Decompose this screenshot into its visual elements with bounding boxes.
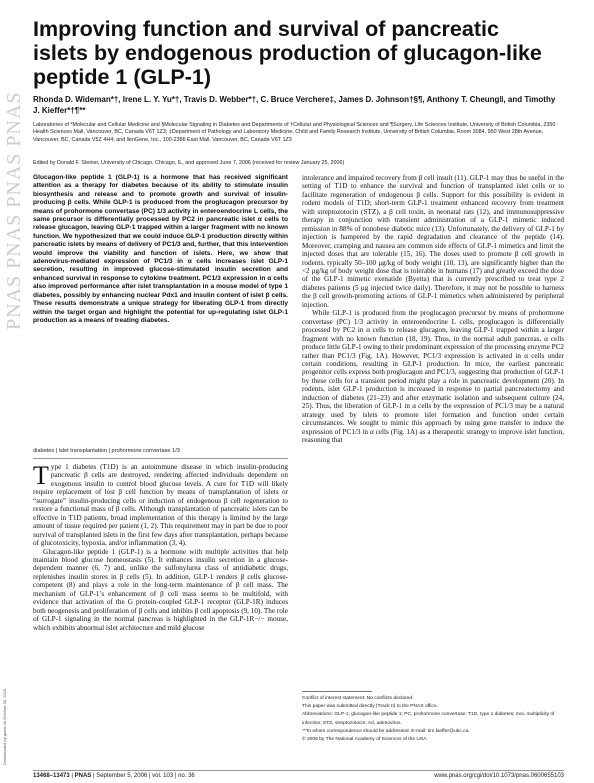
issue-number: no. 36 [178, 773, 195, 779]
footnote: Conflict of interest statement: No conflicts declared. [302, 696, 414, 701]
drop-cap: T [33, 461, 49, 490]
footnote: Abbreviations: GLP-1, glucagon-like peptide 1; PC, prohormone convertase; T1D, type 1 diabetes; moi, multiplicity of infection; STZ, streptozotocin; Ad, adenovirus. [302, 712, 555, 726]
footer-divider [33, 770, 564, 771]
footnote: © 2006 by The National Academy of Sciences of the USA [302, 737, 427, 743]
affiliations: Laboratories of *Molecular and Cellular Medicine and §Molecular Signaling in Diabetes and Departments of †Cellular and Physiological Sciences and ¶Surgery, Life Sciences Institute, University of British Columbia, 2350 Health Sciences Mall, Vancouver, BC, Canada V6T 1Z3; ‡Department of Pathology and Laboratory Medicine, Child and Family Research Institute, University of British Columbia, Room 3084, 950 West 28th Avenue, Vancouver, BC, Canada V5Z 4H4; and ‖enGene, Inc., 100-2386 East Mall, Vancouver, BC, Canada V6T 1Z3 [33, 122, 556, 143]
volume: vol. 103 [152, 773, 174, 779]
keywords-divider [33, 458, 288, 459]
doi-link[interactable]: www.pnas.org/cgi/doi/10.1073/pnas.0600655103 [434, 773, 564, 779]
footnote: **To whom correspondence should be addressed. E-mail: tim.kieffer@ubc.ca. [302, 728, 470, 734]
intro-paragraph-1-text: ype 1 diabetes (T1D) is an autoimmune disease in which insulin-producing pancreatic β cells are destroyed, rendering affected individuals dependent on exogenous insulin to control blood glucose levels. A cure for T1D will likely require replacement of lost β cell function by means of transplantation of islets or “surrogate” insulin-producing cells or induction of endogenous β cell regeneration to restore a functional mass of β cells. Although transplantation of pancreatic islets can be effective in T1D patients, broad implementation of this therapy is limited by the large amount of tissue required per patient (1, 2). This requirement may in part be due to poor survival of transplanted islets in the first few days after transplantation, perhaps because of glucotoxicity, hypoxia, and/or inflammation (3, 4). [33, 463, 288, 548]
author-list: Rhonda D. Wideman*†, Irene L. Y. Yu*†, Travis D. Webber*†, C. Bruce Verchere‡, James D. Johnson†§¶, Anthony T. Cheung‖, and Timothy J. Kieffer*†¶** [33, 95, 556, 115]
intro-paragraph-3: intolerance and impaired recovery from β cell insult (11). GLP-1 may thus be useful in the setting of T1D to enhance the survival and function of transplanted islet cells or to facilitate regeneration of endogenous β cells. Support for this possibility is evident in rodent models of T1D; short-term GLP-1 treatment enhanced recovery from treatment with streptozotocin (STZ), a β cell toxin, in neonatal rats (12), and immunosuppressive therapy in conjunction with transient administration of a GLP-1 mimetic induced remission in 88% of nonobese diabetic mice (13). Unfortunately, the delivery of GLP-1 by injection is hampered by the rapid degradation and clearance of the peptide (14). Moreover, cramping and nausea are common side effects of GLP-1 mimetics and limit the injected doses that are tolerable (15, 16). The doses used to promote β cell growth in rodents, typically 50–100 μg/kg of body weight (10, 13), are significantly higher than the <2 μg/kg of body weight dose that is tolerable in humans (17) and greatly exceed the dose of the GLP-1 mimetic exenatide (Byetta) that is currently prescribed to treat type 2 diabetes patients (5 μg injected twice daily). Therefore, it may not be possible to harness the β cell growth-promoting actions of GLP-1 mimetics when administered by peripheral injection. [302, 174, 564, 309]
journal-sidebar [0, 0, 26, 783]
intro-paragraph-4: While GLP-1 is produced from the proglucagon precursor by means of prohormone convertase (PC) 1/3 activity in enteroendocrine L cells, proglucagon is differentially processed by PC2 in α cells to release glucagon, leaving GLP-1 trapped within a larger fragment with no known function (18, 19). Thus, in the normal adult pancreas, α cells produce little GLP-1 owing to their predominant expression of the processing enzyme PC2 rather than PC1/3 (Fig. 1A). However, PC1/3 expression is activated in α cells under certain conditions, resulting in GLP-1 production. In mice, the earliest pancreatic progenitor cells express both proglucagon and PC1/3, suggesting that production of GLP-1 by these cells for a transient period might play a role in pancreatic development (20). In rodents, islet GLP-1 production is increased in response to partial pancreatectomy and induction of diabetes (21–23) and after enzymatic isolation and subsequent culture (24, 25). Thus, the liberation of GLP-1 in α cells by the expression of PC1/3 may be a natural strategy used by islets to promote islet formation and function under certain circumstances. We sought to mimic this approach by using gene transfer to induce the expression of PC1/3 in α cells (Fig. 1A) as a therapeutic strategy to improve islet function, reasoning that [302, 309, 564, 445]
footnote: This paper was submitted directly (Track II) to the PNAS office. [302, 704, 438, 710]
keywords: diabetes | islet transplantation | prohormone convertase 1/3 [33, 448, 180, 454]
intro-paragraph-2: Glucagon-like peptide 1 (GLP-1) is a hormone with multiple activities that help maintain blood glucose homeostasis (5). It enhances insulin secretion in a glucose-dependent manner (6, 7) and, unlike the sulfonylurea class of antidiabetic drugs, replenishes insulin stores in β cells (5). In addition, GLP-1 renders β cells glucose-competent (8) and plays a role in the long-term maintenance of β cell mass. The mechanism of GLP-1’s enhancement of β cell mass seems to be multifold, with evidence that activation of the G protein-coupled GLP-1 receptor (GLP-1R) induces both neogenesis and proliferation of β cells and inhibits β cell apoptosis (9, 10). The role of GLP-1 signaling in the normal pancreas is highlighted in the GLP-1R−/− mouse, which exhibits abnormal islet architecture and mild glucose [33, 547, 288, 632]
pnas-brand-watermark [0, 0, 26, 330]
footnote-divider [302, 691, 372, 692]
intro-paragraph-1 [33, 463, 288, 548]
download-note [2, 645, 12, 765]
article-title: Improving function and survival of pancreatic islets by endogenous production of glucagon-like peptide 1 (GLP-1) [33, 17, 542, 89]
body-column-right [302, 174, 564, 445]
page-range: 13468–13473 [33, 773, 70, 779]
issue-date: September 5, 2006 [96, 773, 148, 779]
journal-name: PNAS [74, 773, 92, 779]
pnas-brand-text: PNAS PNAS PNAS PNAS [3, 91, 25, 330]
edited-by-line: Edited by Donald F. Steiner, University of Chicago, Chicago, IL, and approved June 7, 2006 (received for review January 25, 2006) [33, 160, 345, 166]
abstract: Glucagon-like peptide 1 (GLP-1) is a hormone that has received significant attention as a therapy for diabetes because of its ability to stimulate insulin biosynthesis and release and to promote growth and survival of insulin-producing β cells. While GLP-1 is produced from the proglucagon precursor by means of prohormone convertase (PC) 1/3 activity in enteroendocrine L cells, the same precursor is differentially processed by PC2 in pancreatic islet α cells to release glucagon, leaving GLP-1 trapped within a larger fragment with no known function. We hypothesized that we could induce GLP-1 production directly within pancreatic islets by means of delivery of PC1/3 and, further, that this intervention would improve the viability and function of islets. Here, we show that adenovirus-mediated expression of PC1/3 in α cells increases islet GLP-1 secretion, resulting in improved glucose-stimulated insulin secretion and enhanced survival in response to cytokine treatment. PC1/3 expression in α cells also improved performance after islet transplantation in a mouse model of type 1 diabetes, possibly by enhancing nuclear Pdx1 and insulin content of islet β cells. These results demonstrate a unique strategy for liberating GLP-1 from directly within the target organ and highlight the potential for up-regulating islet GLP-1 production as a means of treating diabetes. [33, 174, 288, 324]
footnotes [302, 695, 564, 744]
download-note-text: Downloaded by guest on October 30, 2020 [2, 688, 7, 765]
body-column-left [33, 463, 288, 632]
page-footer-left: 13468–13473 | PNAS | September 5, 2006 | vol. 103 | no. 36 [33, 773, 195, 779]
